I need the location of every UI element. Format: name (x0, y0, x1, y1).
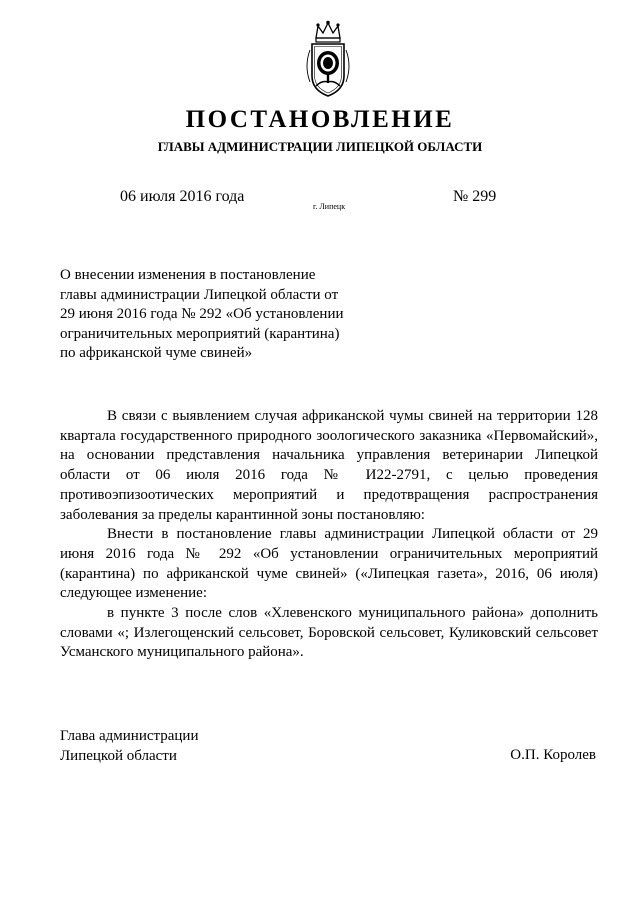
signature-position (60, 727, 198, 766)
body-paragraph: Внести в постановление главы администрации Липецкой области от 29 июня 2016 года № 292 «Об установлении ограничительных мероприятий (карантина) по африканской чуме свиней» («Липецкая газета», 2016, 06 июля) следующее изменение: (60, 526, 598, 602)
body-paragraph: в пункте 3 после слов «Хлевенского муниципального района» дополнить словами «; Излегощенский сельсовет, Боровской сельсовет, Куликовский сельсовет Усманского муниципального района». (60, 605, 598, 661)
document-body (60, 407, 598, 663)
document-heading (60, 266, 360, 364)
heading-line: О внесении изменения в постановление (60, 267, 316, 283)
heading-line: главы администрации Липецкой области от (60, 286, 339, 303)
heading-line: по африканской чуме свиней» (60, 345, 253, 362)
lipetsk-coat-of-arms-icon (302, 20, 354, 100)
document-date: 06 июля 2016 года (120, 188, 245, 205)
document-title: ПОСТАНОВЛЕНИЕ (185, 106, 455, 133)
signature-position-line: Липецкой области (60, 747, 177, 764)
signature-name: О.П. Королев (510, 747, 596, 763)
heading-line: ограничительных мероприятий (карантина) (60, 325, 340, 342)
document-number: № 299 (453, 188, 497, 205)
document-subtitle: ГЛАВЫ АДМИНИСТРАЦИИ ЛИПЕЦКОЙ ОБЛАСТИ (157, 139, 483, 154)
body-paragraph: В связи с выявлением случая африканской чумы свиней на территории 128 квартала государственного природного зоологического заказника «Первомайский», на основании представления начальника управления ветеринарии Липецкой области от 06 июля 2016 года № И22-2791, с целью проведения противоэпизоотических мероприятий и предотвращения распространения заболевания за пределы карантинной зоны постановляю: (60, 408, 598, 523)
heading-line: 29 июня 2016 года № 292 «Об установлении (60, 306, 344, 323)
document-city: г. Липецк (313, 202, 346, 211)
signature-position-line: Глава администрации (60, 728, 199, 744)
